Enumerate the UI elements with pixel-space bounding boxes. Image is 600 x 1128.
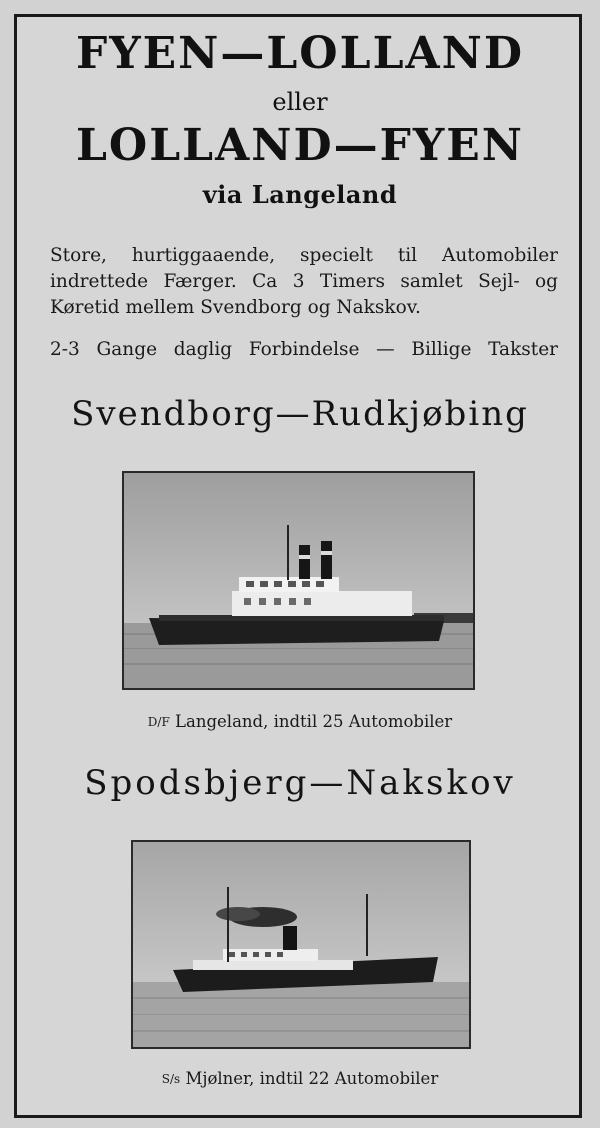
title-line-1: FYEN—LOLLAND [75, 28, 525, 79]
description-line: Store, hurtiggaaende, specielt til Automobiler [50, 245, 558, 266]
description-line: Køretid mellem Svendborg og Nakskov. [50, 297, 421, 318]
service-info-text: 2-3 Gange daglig Forbindelse — Billige Takster [50, 339, 558, 360]
caption-text: Mjølner, indtil 22 Automobiler [185, 1069, 439, 1088]
ferry-langeland-photo [122, 471, 475, 690]
route-1-caption [0, 712, 600, 731]
route-1-heading: Svendborg—Rudkjøbing [71, 394, 529, 434]
title-connector: eller [272, 88, 328, 116]
description-line: indrettede Færger. Ca 3 Timers samlet Sejl- og [50, 271, 558, 292]
title-line-2: LOLLAND—FYEN [75, 120, 525, 171]
ship-type-abbr: S/s [161, 1072, 181, 1086]
route-2-heading: Spodsbjerg—Nakskov [84, 763, 516, 803]
service-info [50, 337, 558, 363]
subtitle: via Langeland [202, 180, 398, 209]
ship-type-abbr: D/F [147, 715, 170, 729]
ferry-mjolner-photo [131, 840, 471, 1049]
caption-text: Langeland, indtil 25 Automobiler [175, 712, 453, 731]
route-2-caption [0, 1069, 600, 1088]
description [50, 243, 558, 321]
